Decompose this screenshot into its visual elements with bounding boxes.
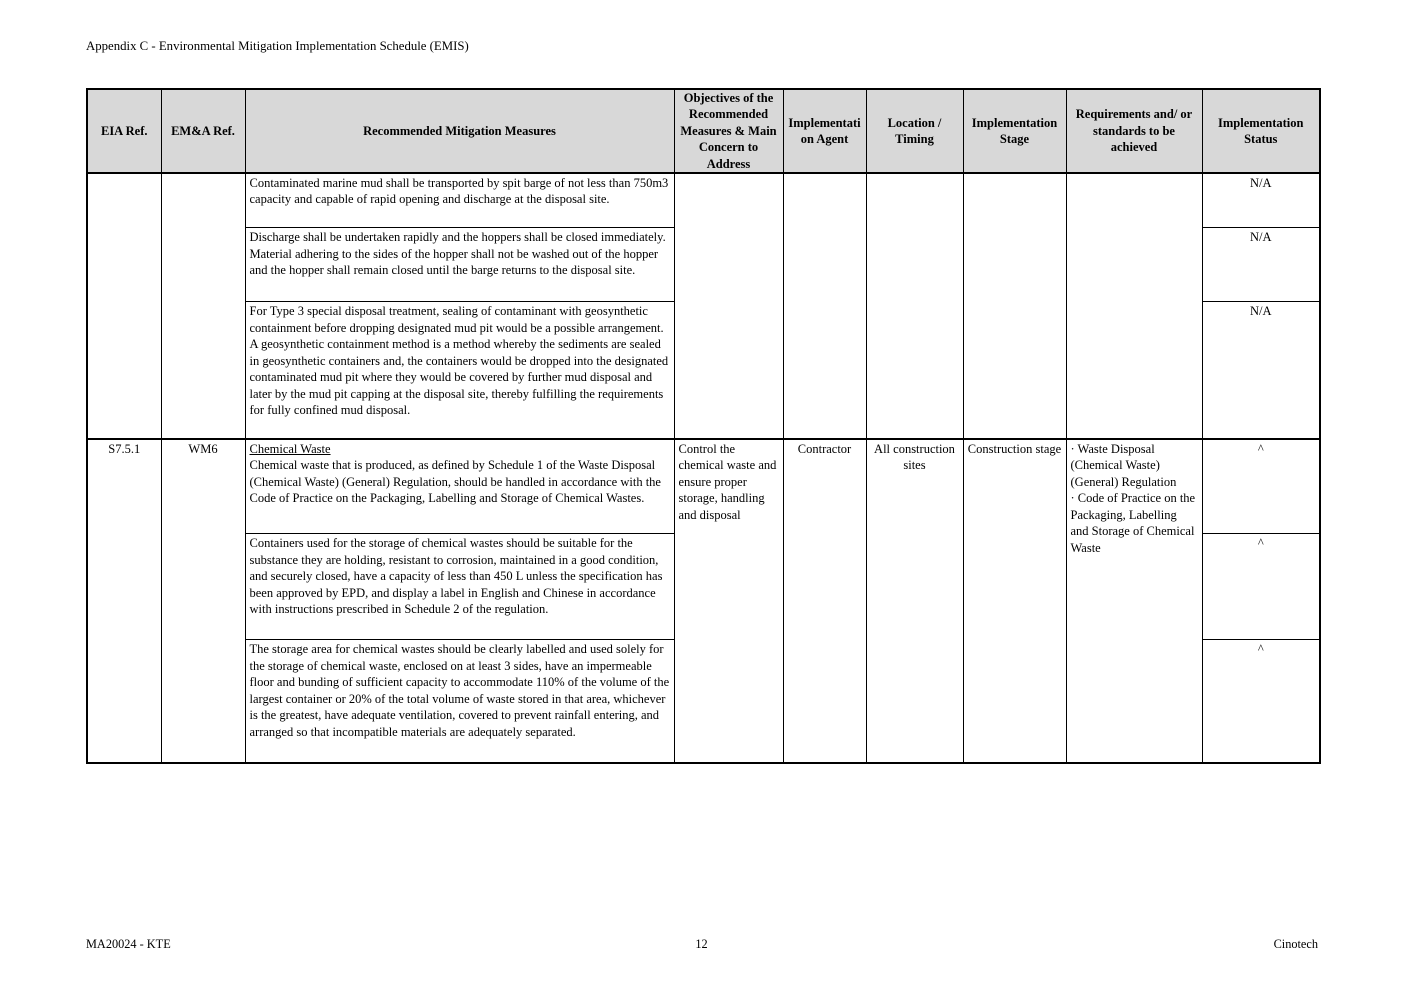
implementation-agent-cell: Contractor bbox=[783, 439, 866, 763]
ema-ref-cell bbox=[161, 173, 245, 439]
measure-text: The storage area for chemical wastes should be clearly labelled and used solely for the storage of chemical waste, enclosed on at least 3 sides, have an impermeable floor and bunding of sufficient capacity to accommodate 110% of the volume of the largest container or 20% of the total volume of waste stored in that area, whichever is the greatest, have adequate ventilation, covered to prevent rainfall entering, and arranged so that incompatible materials are adequately separated. bbox=[249, 642, 670, 739]
requirements-cell bbox=[1066, 439, 1202, 763]
objectives-cell: Control the chemical waste and ensure proper storage, handling and disposal bbox=[674, 439, 783, 763]
mitigation-measure-cell bbox=[245, 640, 674, 763]
table-row bbox=[87, 173, 1320, 228]
measure-text: Discharge shall be undertaken rapidly and the hoppers shall be closed immediately. Material adhering to the sides of the hopper shall not be washed out of the hopper and the hopper shall remain closed until the barge returns to the disposal site. bbox=[249, 230, 666, 278]
location-timing-cell: All construction sites bbox=[866, 439, 963, 763]
col-header-eia-ref: EIA Ref. bbox=[87, 89, 161, 173]
footer-project-ref: MA20024 - KTE bbox=[86, 937, 171, 951]
implementation-status-cell: ^ bbox=[1202, 640, 1320, 763]
implementation-stage-cell bbox=[963, 173, 1066, 439]
implementation-stage-cell: Construction stage bbox=[963, 439, 1066, 763]
mitigation-measure-cell bbox=[245, 173, 674, 228]
table-row bbox=[87, 439, 1320, 534]
eia-ref-cell: S7.5.1 bbox=[87, 439, 161, 763]
footer-page-number: 12 bbox=[695, 937, 708, 951]
footer-company: Cinotech bbox=[1273, 937, 1318, 951]
implementation-status-cell: N/A bbox=[1202, 228, 1320, 302]
ema-ref-cell: WM6 bbox=[161, 439, 245, 763]
table-header-row bbox=[87, 89, 1320, 173]
col-header-objectives: Objectives of the Recommended Measures & Main Concern to Address bbox=[674, 89, 783, 173]
implementation-status-cell: N/A bbox=[1202, 302, 1320, 439]
col-header-ema-ref: EM&A Ref. bbox=[161, 89, 245, 173]
requirement-item: · Code of Practice on the Packaging, Labelling and Storage of Chemical Waste bbox=[1070, 491, 1196, 555]
mitigation-measure-cell bbox=[245, 439, 674, 534]
emis-table bbox=[86, 88, 1321, 764]
requirement-item: · Waste Disposal (Chemical Waste) (General) Regulation bbox=[1070, 441, 1177, 489]
col-header-status: Implementation Status bbox=[1202, 89, 1320, 173]
measure-text: For Type 3 special disposal treatment, sealing of contaminant with geosynthetic containment before dropping designated mud pit would be a possible arrangement. A geosynthetic containment method is a method whereby the sediments are sealed in geosynthetic containers and, the containers would be dropped into the designated contaminated mud pit where they would be covered by further mud disposal and later by the mud pit capping at the disposal site, thereby fulfilling the requirements for fully confined mud disposal. bbox=[249, 304, 669, 418]
implementation-status-cell: ^ bbox=[1202, 439, 1320, 534]
eia-ref-cell bbox=[87, 173, 161, 439]
location-timing-cell bbox=[866, 173, 963, 439]
measure-text: Chemical waste that is produced, as defined by Schedule 1 of the Waste Disposal (Chemical Waste) (General) Regulation, should be handled in accordance with the Code of Practice on the Packaging, Labelling and Storage of Chemical Wastes. bbox=[249, 458, 661, 506]
measure-text: Contaminated marine mud shall be transported by spit barge of not less than 750m3 capacity and capable of rapid opening and discharge at the disposal site. bbox=[249, 175, 669, 207]
page-title: Appendix C - Environmental Mitigation Implementation Schedule (EMIS) bbox=[86, 39, 469, 53]
implementation-status-cell: N/A bbox=[1202, 173, 1320, 228]
measure-text: Containers used for the storage of chemical wastes should be suitable for the substance they are holding, resistant to corrosion, maintained in a good condition, and securely closed, have a capacity of less than 450 L unless the specification has been approved by EPD, and display a label in English and Chinese in accordance with instructions prescribed in Schedule 2 of the regulation. bbox=[249, 536, 663, 617]
mitigation-measure-cell bbox=[245, 302, 674, 439]
col-header-requirements: Requirements and/ or standards to be achieved bbox=[1066, 89, 1202, 173]
implementation-status-cell: ^ bbox=[1202, 534, 1320, 640]
implementation-agent-cell bbox=[783, 173, 866, 439]
mitigation-measure-cell bbox=[245, 228, 674, 302]
mitigation-measure-cell bbox=[245, 534, 674, 640]
measure-heading: Chemical Waste bbox=[249, 441, 331, 456]
col-header-measures: Recommended Mitigation Measures bbox=[245, 89, 674, 173]
col-header-location-timing: Location / Timing bbox=[866, 89, 963, 173]
objectives-cell bbox=[674, 173, 783, 439]
requirements-cell bbox=[1066, 173, 1202, 439]
col-header-stage: Implementation Stage bbox=[963, 89, 1066, 173]
col-header-agent: Implementation Agent bbox=[783, 89, 866, 173]
